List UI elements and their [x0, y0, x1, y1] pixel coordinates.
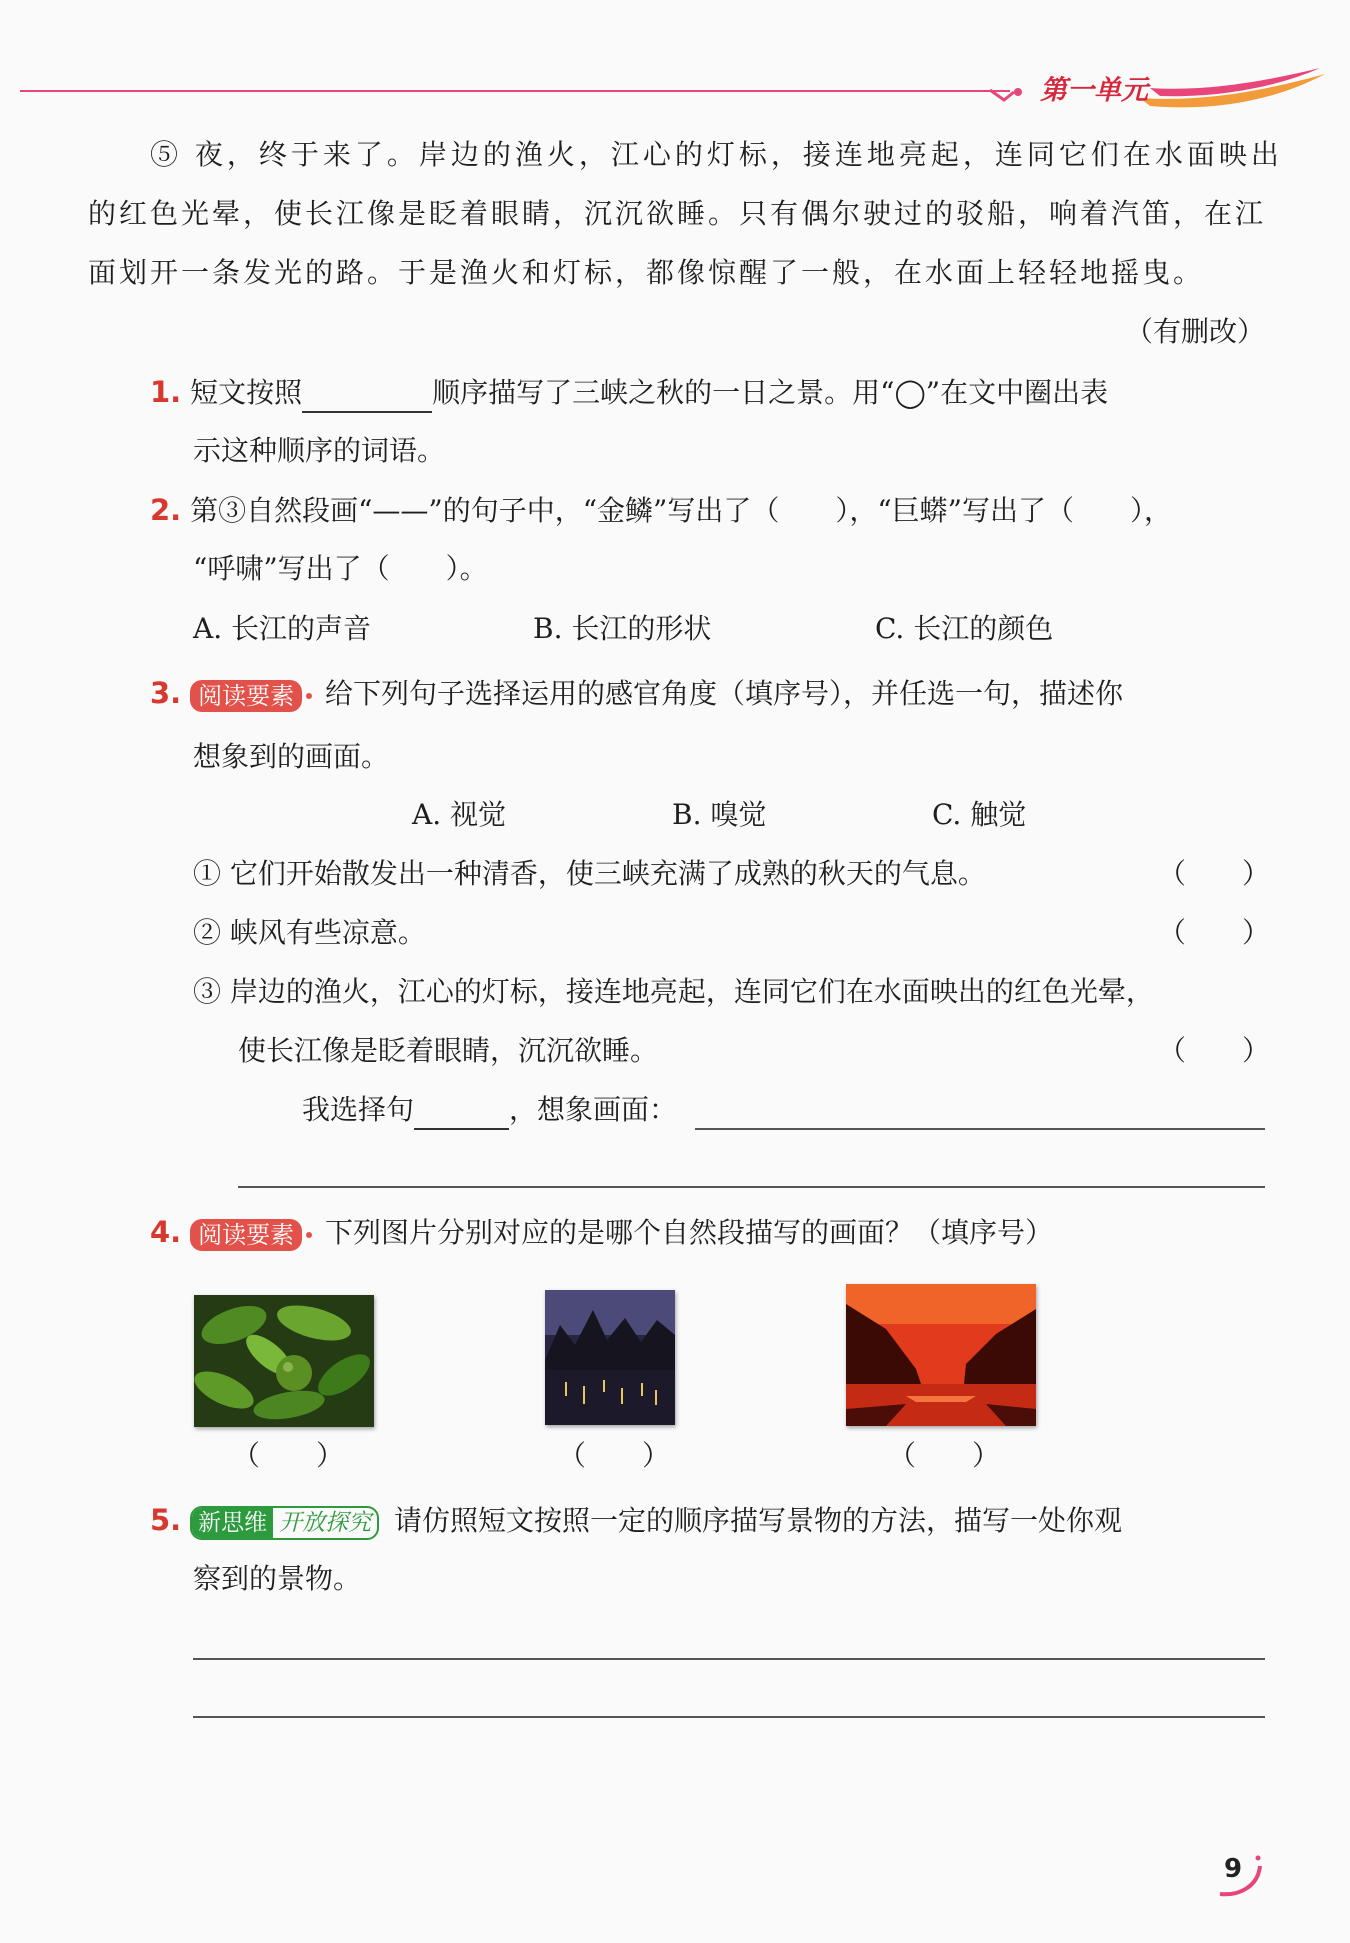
q3-option-a: A. 视觉: [412, 798, 507, 831]
q2-option-a: A. 长江的声音: [193, 612, 372, 645]
question-5-line-2: 察到的景物。: [193, 1562, 362, 1595]
q2-option-c: C. 长江的颜色: [875, 612, 1054, 645]
question-number: 4.: [150, 1215, 182, 1249]
question-3: 3. 阅读要素 给下列句子选择运用的感官角度（填序号），并任选一句，描述你: [150, 676, 1124, 710]
answer-paren[interactable]: （ ）: [232, 1439, 345, 1472]
answer-paren[interactable]: （ ）: [558, 1439, 671, 1472]
passage-line-3: 面划开一条发光的路。于是渔火和灯标，都像惊醒了一般，在水面上轻轻地摇曳。: [88, 256, 1205, 289]
answer-line[interactable]: [238, 1186, 1265, 1188]
answer-blank[interactable]: [302, 377, 432, 413]
header-rule: [20, 90, 1010, 92]
answer-paren[interactable]: （ ）: [888, 1439, 1001, 1472]
answer-paren[interactable]: （ ）: [1158, 857, 1271, 890]
question-number: 3.: [150, 676, 182, 710]
choose-sentence: 我选择句 ，想象画面：: [302, 1090, 677, 1130]
night-river-lights-photo: [545, 1290, 675, 1425]
question-number: 5.: [150, 1503, 182, 1537]
red-sunset-gorge-photo: [846, 1284, 1036, 1426]
sentence-number-blank[interactable]: [414, 1094, 509, 1130]
chevron-down-icon: [990, 90, 1014, 100]
answer-line[interactable]: [695, 1128, 1265, 1130]
q3-item-3: ③ 岸边的渔火，江心的灯标，接连地亮起，连同它们在水面映出的红色光晕，: [193, 975, 1154, 1008]
q3-item-2: ② 峡风有些凉意。: [193, 916, 426, 949]
new-thinking-badge: 新思维 开放探究: [190, 1506, 379, 1540]
green-leaves-orange-photo: [194, 1295, 374, 1427]
q2-option-b: B. 长江的形状: [533, 612, 712, 645]
q3-option-b: B. 嗅觉: [672, 798, 767, 831]
question-number: 2.: [150, 493, 182, 527]
question-4: 4. 阅读要素 下列图片分别对应的是哪个自然段描写的画面？（填序号）: [150, 1215, 1054, 1249]
answer-line[interactable]: [193, 1716, 1265, 1718]
q3-option-c: C. 触觉: [932, 798, 1027, 831]
page-number-swoosh: [1210, 1850, 1270, 1900]
question-2: 2. 第③自然段画“——”的句子中，“金鳞”写出了（ ），“巨蟒”写出了（ ），: [150, 493, 1172, 527]
answer-paren[interactable]: （ ）: [1158, 916, 1271, 949]
answer-line[interactable]: [193, 1658, 1265, 1660]
passage-line-2: 的红色光晕，使长江像是眨着眼睛，沉沉欲睡。只有偶尔驶过的驳船，响着汽笛，在江: [88, 197, 1267, 230]
dot-icon: [1014, 88, 1022, 96]
question-1-line-2: 示这种顺序的词语。: [193, 434, 446, 467]
q3-item-1: ① 它们开始散发出一种清香，使三峡充满了成熟的秋天的气息。: [193, 857, 986, 890]
question-1: 1. 短文按照 顺序描写了三峡之秋的一日之景。用“◯”在文中圈出表: [150, 372, 1108, 413]
unit-title: 第一单元: [1040, 75, 1148, 106]
q3-item-3-line-2: 使长江像是眨着眼睛，沉沉欲睡。: [238, 1034, 659, 1067]
source-note: （有删改）: [1125, 315, 1266, 348]
question-2-line-2: “呼啸”写出了（ ）。: [193, 552, 488, 585]
reading-element-badge: 阅读要素: [190, 1219, 302, 1251]
question-number: 1.: [150, 375, 182, 409]
passage-line-1: ⑤ 夜，终于来了。岸边的渔火，江心的灯标，接连地亮起，连同它们在水面映出: [150, 138, 1283, 171]
question-3-line-2: 想象到的画面。: [193, 740, 390, 773]
answer-paren[interactable]: （ ）: [1158, 1034, 1271, 1067]
page-number: 9: [1224, 1854, 1243, 1884]
reading-element-badge: 阅读要素: [190, 680, 302, 712]
question-5: 5. 新思维 开放探究 请仿照短文按照一定的顺序描写景物的方法，描写一处你观: [150, 1500, 1122, 1541]
